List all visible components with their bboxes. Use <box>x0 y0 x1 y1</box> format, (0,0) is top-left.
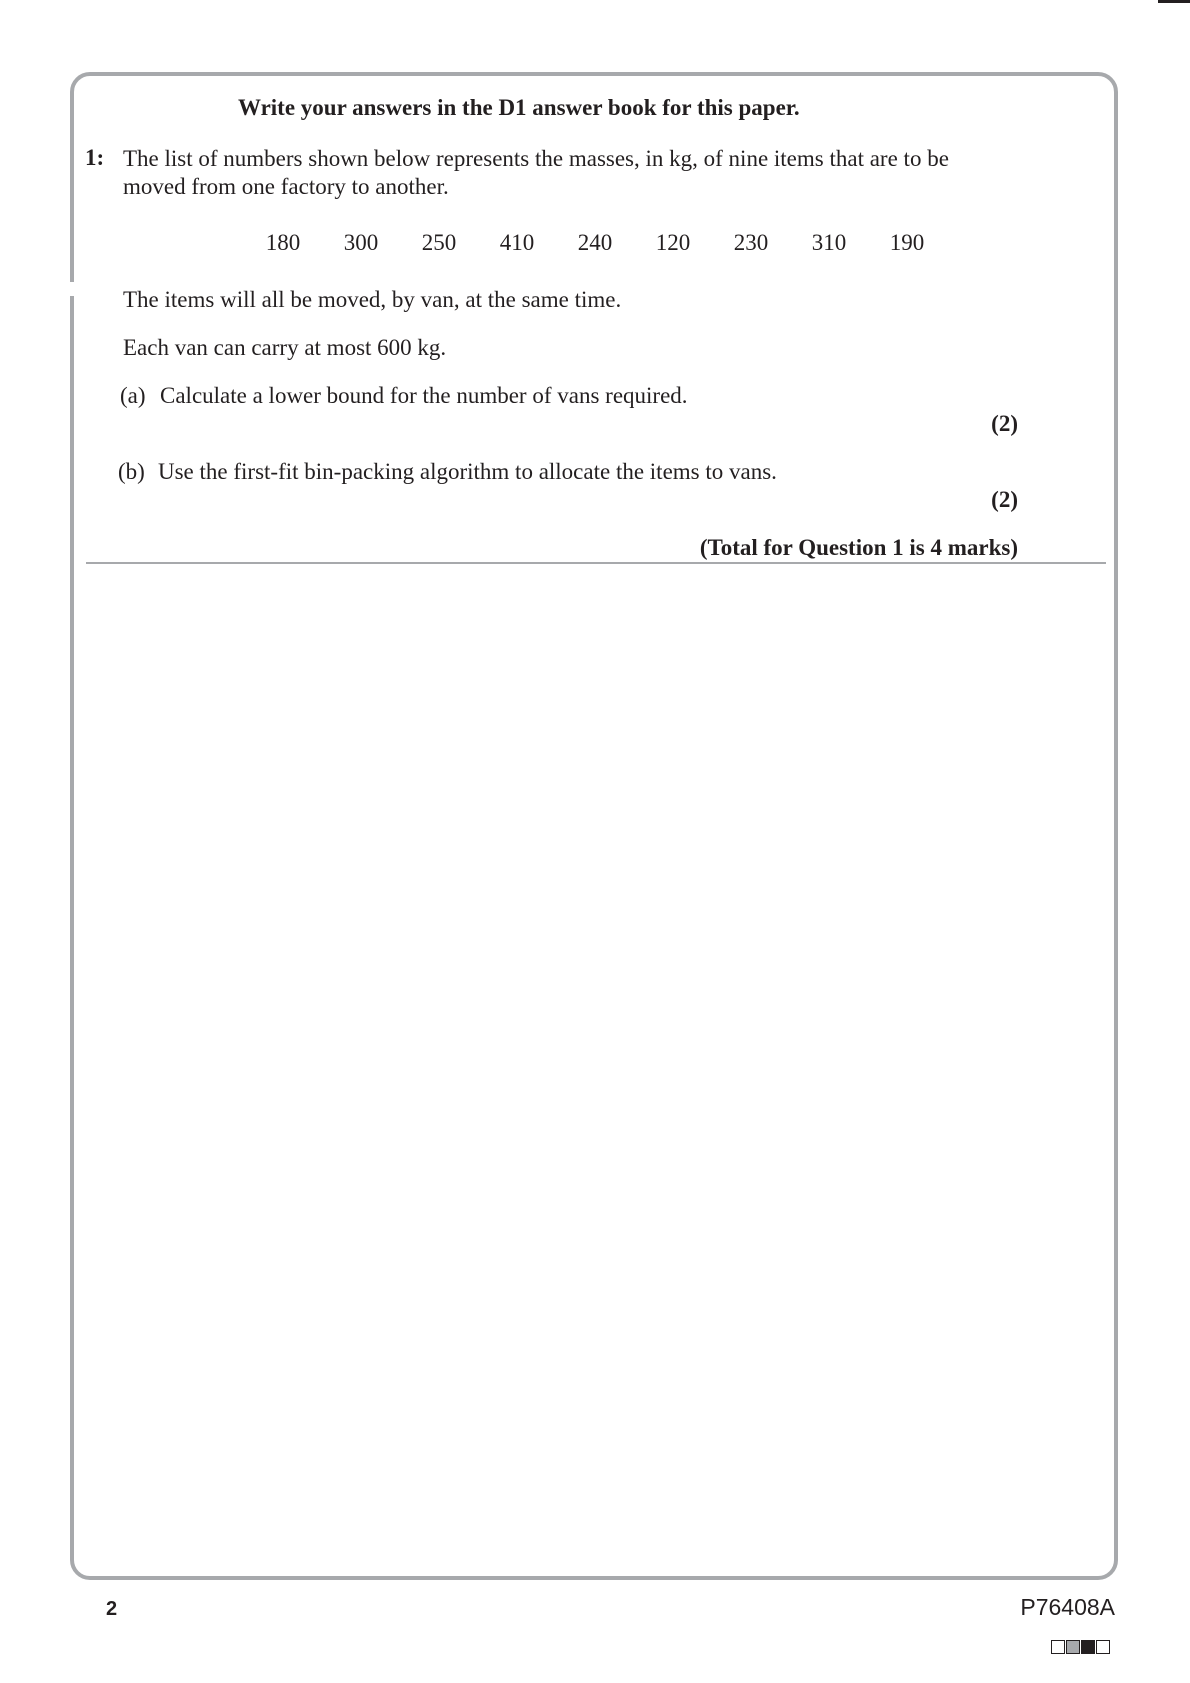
indicator-box <box>1096 1640 1110 1654</box>
top-edge-mark <box>1158 0 1190 3</box>
part-b-marks: (2) <box>991 487 1018 512</box>
part-b-label: (b) <box>118 459 145 484</box>
border-gap <box>66 282 78 296</box>
part-a-marks: (2) <box>991 411 1018 436</box>
mass-value: 310 <box>811 230 847 255</box>
part-a-label: (a) <box>120 383 146 408</box>
instruction-heading: Write your answers in the D1 answer book for this paper. <box>238 95 800 120</box>
part-a <box>120 383 688 409</box>
mass-value: 180 <box>265 230 301 255</box>
question-divider <box>86 562 1106 564</box>
statement-van-capacity: Each van can carry at most 600 kg. <box>123 335 447 360</box>
indicator-box <box>1081 1640 1095 1654</box>
mass-value: 120 <box>655 230 691 255</box>
part-a-text: Calculate a lower bound for the number of vans required. <box>160 383 688 408</box>
part-b <box>118 459 777 485</box>
mass-value: 410 <box>499 230 535 255</box>
question-total: (Total for Question 1 is 4 marks) <box>699 535 1018 560</box>
masses-list <box>0 230 1190 260</box>
print-indicator-boxes <box>1050 1640 1110 1654</box>
mass-value: 240 <box>577 230 613 255</box>
indicator-box <box>1066 1640 1080 1654</box>
question-intro: The list of numbers shown below represents the masses, in kg, of nine items that are to be moved from one factory to another. <box>123 146 949 199</box>
paper-code: P76408A <box>1020 1594 1115 1620</box>
statement-moved-together: The items will all be moved, by van, at the same time. <box>123 287 622 312</box>
mass-value: 190 <box>889 230 925 255</box>
page-number: 2 <box>106 1598 118 1620</box>
mass-value: 250 <box>421 230 457 255</box>
indicator-box <box>1051 1640 1065 1654</box>
question-number: 1: <box>85 145 105 170</box>
part-b-text: Use the first-fit bin-packing algorithm to allocate the items to vans. <box>158 459 777 484</box>
mass-value: 230 <box>733 230 769 255</box>
mass-value: 300 <box>343 230 379 255</box>
